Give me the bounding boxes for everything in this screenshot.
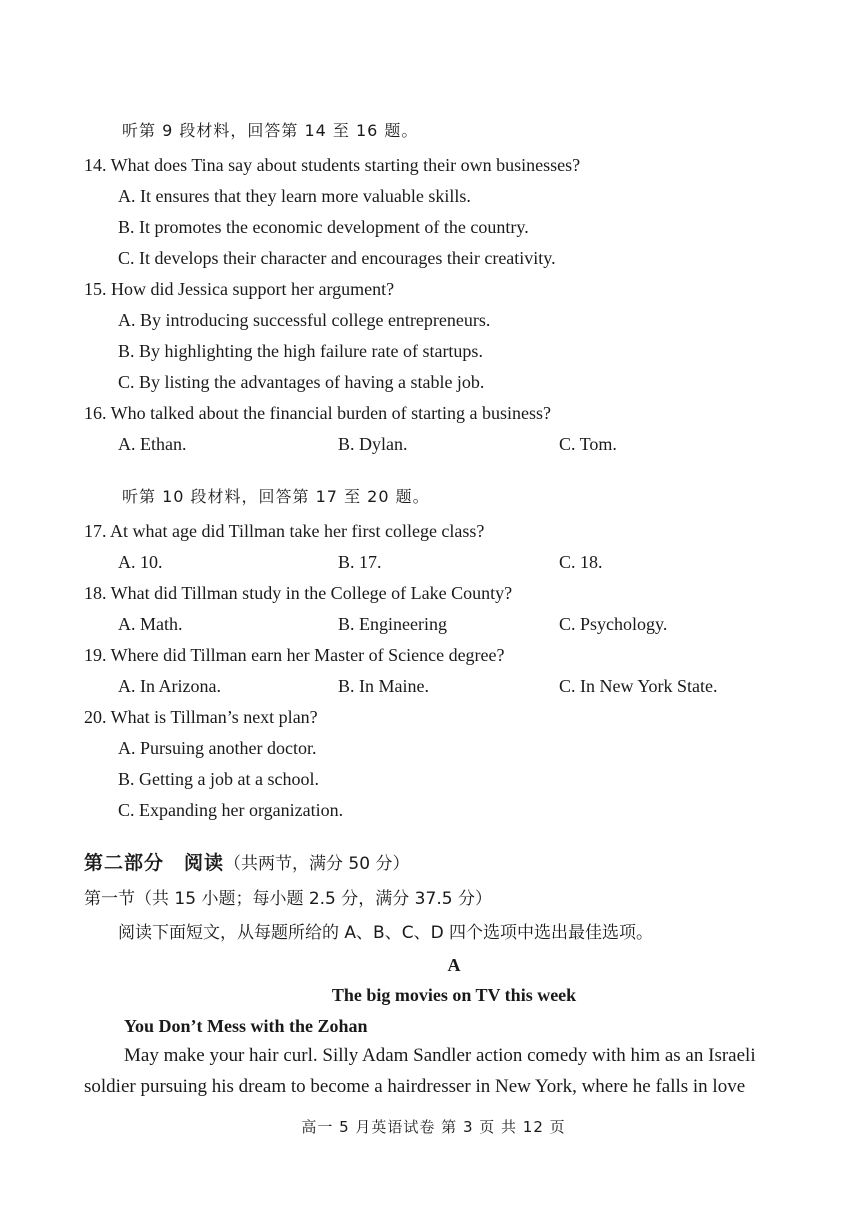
question-15-option-c: C. By listing the advantages of having a stable job. [118,372,485,392]
question-17-option-b: B. 17. [338,552,382,572]
question-17-option-c: C. 18. [559,552,603,572]
question-17-option-a: A. 10. [118,552,163,572]
question-14-option-c: C. It develops their character and encourages their creativity. [118,248,556,268]
question-14: 14. What does Tina say about students starting their own businesses? [84,155,581,175]
question-20: 20. What is Tillman’s next plan? [84,707,318,727]
question-16-option-b: B. Dylan. [338,434,408,454]
section-10-intro: 听第 10 段材料，回答第 17 至 20 题。 [122,487,430,506]
question-19-option-c: C. In New York State. [559,676,718,696]
question-19-option-b: B. In Maine. [338,676,429,696]
question-16-option-a: A. Ethan. [118,434,187,454]
paragraph-line-2: soldier pursuing his dream to become a hairdresser in New York, where he falls in love [84,1076,746,1097]
question-15-option-b: B. By highlighting the high failure rate of startups. [118,341,483,361]
question-17: 17. At what age did Tillman take her first college class? [84,521,485,541]
section-9-intro: 听第 9 段材料，回答第 14 至 16 题。 [122,121,419,140]
section-1-heading: 第一节（共 15 小题；每小题 2.5 分，满分 37.5 分） [84,889,492,909]
page-footer: 高一 5 月英语试卷 第 3 页 共 12 页 [301,1118,566,1136]
question-18-option-b: B. Engineering [338,614,447,634]
movie-title: You Don’t Mess with the Zohan [124,1016,368,1036]
question-18-option-c: C. Psychology. [559,614,668,634]
reading-instruction: 阅读下面短文，从每题所给的 A、B、C、D 四个选项中选出最佳选项。 [118,923,654,943]
question-16-option-c: C. Tom. [559,434,617,454]
question-18-option-a: A. Math. [118,614,183,634]
part-2-title: 第二部分 阅读 [84,852,225,874]
question-18: 18. What did Tillman study in the College of Lake County? [84,583,513,603]
question-20-option-b: B. Getting a job at a school. [118,769,319,789]
passage-title: The big movies on TV this week [331,985,577,1005]
question-20-option-c: C. Expanding her organization. [118,800,344,820]
question-19: 19. Where did Tillman earn her Master of Science degree? [84,645,505,665]
paragraph-line-1: May make your hair curl. Silly Adam Sandler action comedy with him as an Israeli [124,1045,756,1066]
question-20-option-a: A. Pursuing another doctor. [118,738,317,758]
question-19-option-a: A. In Arizona. [118,676,221,696]
question-15-option-a: A. By introducing successful college entrepreneurs. [118,310,491,330]
question-15: 15. How did Jessica support her argument? [84,279,395,299]
question-14-option-b: B. It promotes the economic development of the country. [118,217,529,237]
question-16: 16. Who talked about the financial burden of starting a business? [84,403,552,423]
passage-letter: A [447,955,461,975]
part-2-heading [84,852,409,875]
part-2-title-note: （共两节，满分 50 分） [224,854,410,874]
question-14-option-a: A. It ensures that they learn more valuable skills. [118,186,471,206]
